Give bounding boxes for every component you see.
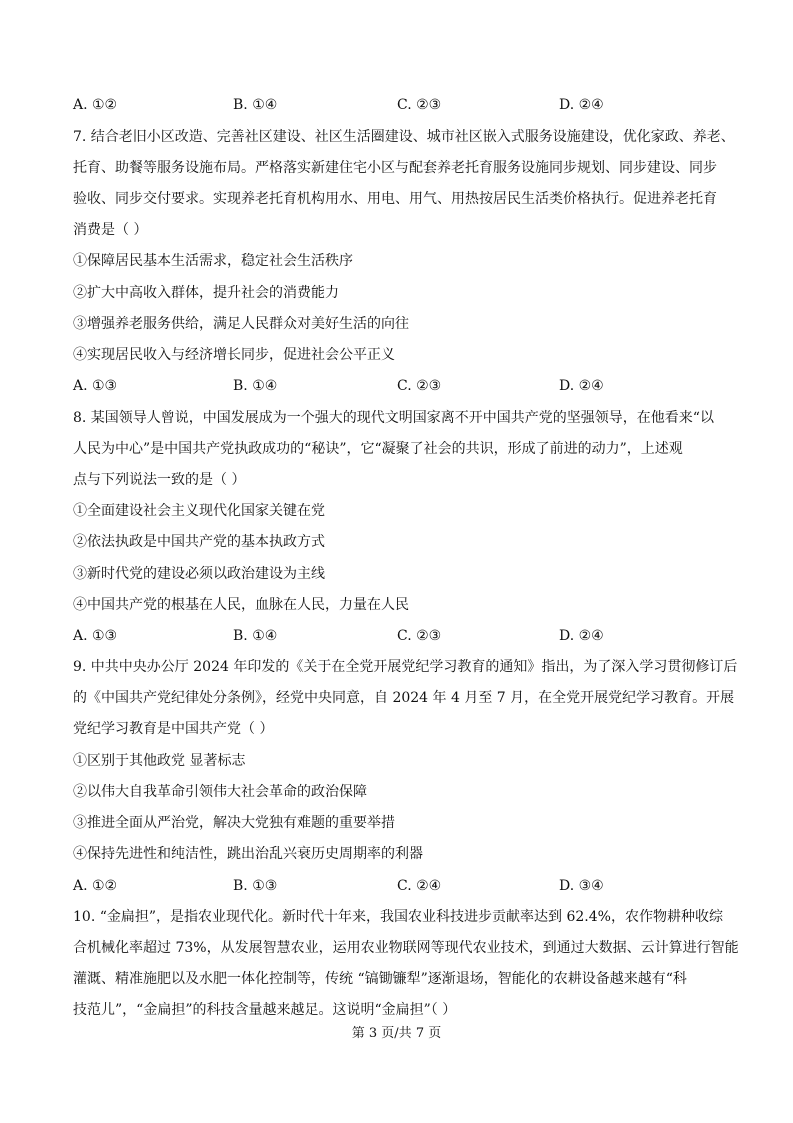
q9-item-3: ③推进全面从严治党，解决大党独有难题的重要举措 (73, 815, 395, 831)
q9-option-d[interactable]: D. ③④ (559, 878, 604, 894)
q7-item-3: ③增强养老服务供给，满足人民群众对美好生活的向往 (73, 316, 409, 332)
q8-item-2: ②依法执政是中国共产党的基本执政方式 (73, 534, 325, 550)
q8-option-b[interactable]: B. ①④ (233, 628, 278, 644)
q9-option-a[interactable]: A. ①② (73, 878, 118, 894)
q6-options (73, 95, 773, 115)
q8-options (73, 626, 773, 646)
q7-item-1: ①保障居民基本生活需求，稳定社会生活秩序 (73, 253, 353, 269)
q9-option-b[interactable]: B. ①③ (233, 878, 278, 894)
q10-stem-line-4: 技范儿”，“金扁担”的科技含量越来越足。这说明“金扁担”（ ） (73, 1002, 457, 1018)
q8-stem-line-3: 点与下列说法一致的是（ ） (73, 472, 246, 488)
q9-item-1: ①区别于其他政党 显著标志 (73, 753, 246, 769)
q7-stem-line-1: 7. 结合老旧小区改造、完善社区建设、社区生活圈建设、城市社区嵌入式服务设施建设，优化家政、养老、 (73, 129, 735, 145)
q7-stem-line-2: 托育、助餐等服务设施布局。严格落实新建住宅小区与配套养老托育服务设施同步规划、同步建设、同步 (73, 160, 717, 176)
q9-stem-line-3: 党纪学习教育是中国共产党（ ） (73, 721, 274, 737)
q7-option-d[interactable]: D. ②④ (559, 378, 604, 394)
q10-stem-line-2: 合机械化率超过 73%，从发展智慧农业，运用农业物联网等现代农业技术，到通过大数据、云计算进行智能 (73, 940, 739, 956)
q8-option-d[interactable]: D. ②④ (559, 628, 604, 644)
q9-option-c[interactable]: C. ②④ (397, 878, 442, 894)
q9-options (73, 876, 773, 896)
q9-item-2: ②以伟大自我革命引领伟大社会革命的政治保障 (73, 784, 367, 800)
q7-option-c[interactable]: C. ②③ (397, 378, 442, 394)
q6-option-c[interactable]: C. ②③ (397, 97, 442, 113)
q7-item-4: ④实现居民收入与经济增长同步，促进社会公平正义 (73, 347, 395, 363)
q7-option-a[interactable]: A. ①③ (73, 378, 118, 394)
q9-item-4: ④保持先进性和纯洁性，跳出治乱兴衰历史周期率的利器 (73, 846, 423, 862)
q9-stem-line-1: 9. 中共中央办公厅 2024 年印发的《关于在全党开展党纪学习教育的通知》指出，为了深入学习贯彻修订后 (73, 659, 738, 675)
q9-stem-line-2: 的《中国共产党纪律处分条例》，经党中央同意，自 2024 年 4 月至 7 月，在全党开展党纪学习教育。开展 (73, 690, 735, 706)
q8-option-a[interactable]: A. ①③ (73, 628, 118, 644)
q8-item-1: ①全面建设社会主义现代化国家关键在党 (73, 503, 325, 519)
q10-stem-line-1: 10. “金扁担”，是指农业现代化。新时代十年来，我国农业科技进步贡献率达到 62.4%，农作物耕种收综 (73, 909, 723, 925)
q7-stem-line-4: 消费是（ ） (73, 222, 148, 238)
page-number-footer: 第 3 页/共 7 页 (351, 1026, 442, 1041)
q10-stem-line-3: 灌溉、精准施肥以及水肥一体化控制等，传统 “镐锄镰犁”逐渐退场，智能化的农耕设备越来越有“科 (73, 971, 687, 987)
q6-option-d[interactable]: D. ②④ (559, 97, 604, 113)
q8-stem-line-1: 8. 某国领导人曾说，中国发展成为一个强大的现代文明国家离不开中国共产党的坚强领导，在他看来“以 (73, 410, 714, 426)
q8-option-c[interactable]: C. ②③ (397, 628, 442, 644)
q7-option-b[interactable]: B. ①④ (233, 378, 278, 394)
q8-item-4: ④中国共产党的根基在人民，血脉在人民，力量在人民 (73, 597, 409, 613)
q6-option-a[interactable]: A. ①② (73, 97, 118, 113)
q6-option-b[interactable]: B. ①④ (233, 97, 278, 113)
q8-item-3: ③新时代党的建设必须以政治建设为主线 (73, 566, 325, 582)
q7-item-2: ②扩大中高收入群体，提升社会的消费能力 (73, 285, 339, 301)
q7-stem-line-3: 验收、同步交付要求。实现养老托育机构用水、用电、用气、用热按居民生活类价格执行。促进养老托育 (73, 191, 717, 207)
q7-options (73, 376, 773, 396)
q8-stem-line-2: 人民为中心”是中国共产党执政成功的“秘诀”，它“凝聚了社会的共识，形成了前进的动力”，上述观 (73, 441, 683, 457)
